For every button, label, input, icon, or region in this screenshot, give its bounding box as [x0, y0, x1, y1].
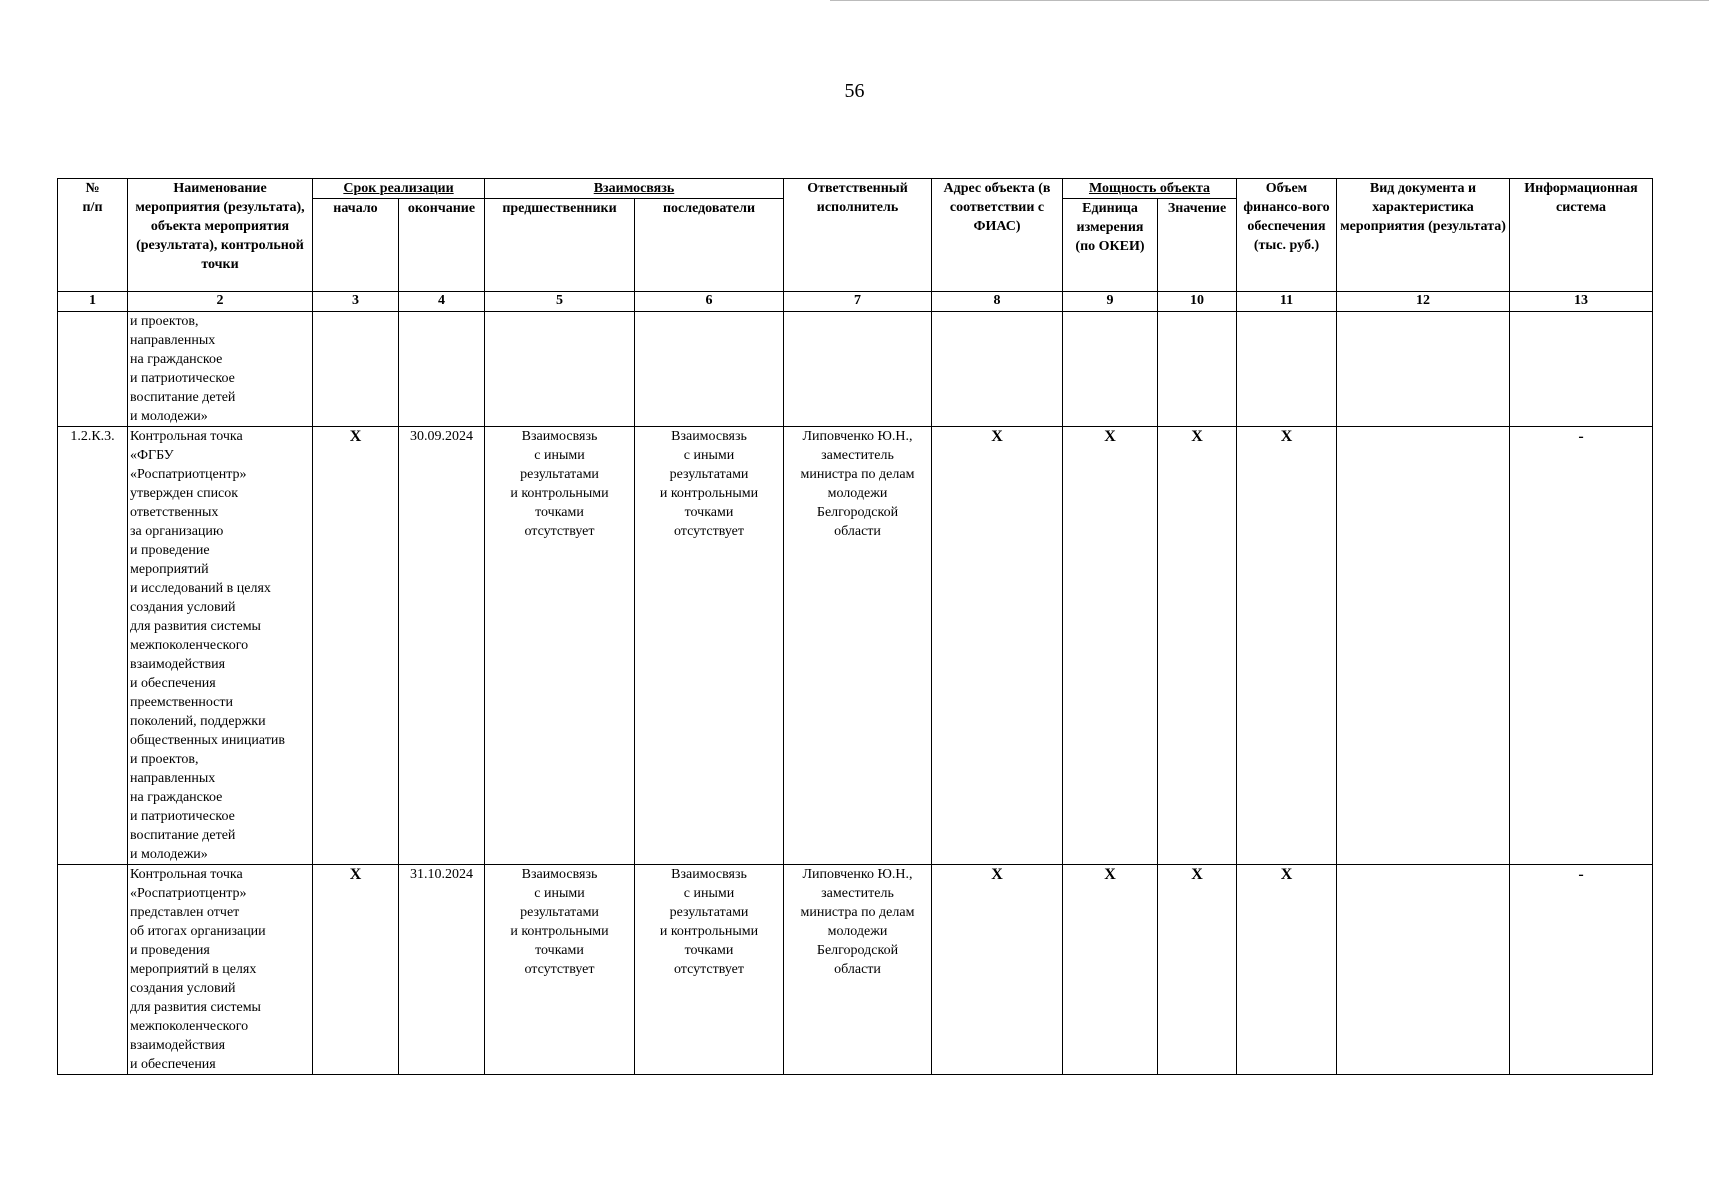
header-relation: [485, 179, 784, 199]
table-row: [58, 427, 1653, 865]
cell-start: X: [313, 865, 399, 1075]
cell-executor: Липовченко Ю.Н., заместитель министра по делам молодежи Белгородской области: [784, 865, 932, 1075]
table-header: [58, 179, 1653, 312]
header-value: Значение: [1158, 199, 1237, 292]
cell-address: X: [932, 865, 1063, 1075]
col-number: 9: [1063, 292, 1158, 312]
header-unit: Единица измерения (по ОКЕИ): [1063, 199, 1158, 292]
cell-end: [399, 312, 485, 427]
header-capacity-label: Мощность объекта: [1088, 181, 1211, 196]
cell-end: 31.10.2024: [399, 865, 485, 1075]
cell-finance: X: [1237, 865, 1337, 1075]
cell-predecessors: [485, 312, 635, 427]
header-relation-label: Взаимосвязь: [593, 181, 675, 196]
cell-value: X: [1158, 865, 1237, 1075]
header-finance: Объем финансо-вого обеспечения (тыс. руб.): [1237, 179, 1337, 292]
cell-num: 1.2.К.3.: [58, 427, 128, 865]
cell-doc: [1337, 427, 1510, 865]
cell-num: [58, 865, 128, 1075]
top-border-line: [830, 0, 1709, 1]
col-number: 13: [1510, 292, 1653, 312]
cell-address: [932, 312, 1063, 427]
cell-successors: Взаимосвязь с иными результатами и контрольными точками отсутствует: [635, 865, 784, 1075]
col-number: 7: [784, 292, 932, 312]
cell-value: X: [1158, 427, 1237, 865]
cell-system: [1510, 312, 1653, 427]
table-row: [58, 312, 1653, 427]
cell-name: Контрольная точка «ФГБУ «Роспатриотцентр» утвержден список ответственных за организацию и проведение мероприятий и исследований в целях создания условий для развития системы межпоколенческого взаимодействия и обеспечения преемственности поколений, поддержки общественных инициатив и проектов, направленных на гражданское и патриотическое воспитание детей и молодежи»: [128, 427, 313, 865]
cell-executor: [784, 312, 932, 427]
cell-executor: Липовченко Ю.Н., заместитель министра по делам молодежи Белгородской области: [784, 427, 932, 865]
col-number: 3: [313, 292, 399, 312]
cell-system: -: [1510, 865, 1653, 1075]
header-doc-type: Вид документа и характеристика мероприятия (результата): [1337, 179, 1510, 292]
header-name: Наименование мероприятия (результата), объекта мероприятия (результата), контрольной точки: [128, 179, 313, 292]
col-number: 2: [128, 292, 313, 312]
cell-start: [313, 312, 399, 427]
cell-successors: Взаимосвязь с иными результатами и контрольными точками отсутствует: [635, 427, 784, 865]
col-number: 10: [1158, 292, 1237, 312]
col-number: 6: [635, 292, 784, 312]
header-period-label: Срок реализации: [343, 181, 454, 196]
cell-name: и проектов, направленных на гражданское и патриотическое воспитание детей и молодежи»: [128, 312, 313, 427]
cell-system: -: [1510, 427, 1653, 865]
cell-unit: [1063, 312, 1158, 427]
header-period: [313, 179, 485, 199]
cell-unit: X: [1063, 427, 1158, 865]
cell-unit: X: [1063, 865, 1158, 1075]
cell-doc: [1337, 312, 1510, 427]
header-capacity: [1063, 179, 1237, 199]
header-period-start: начало: [313, 199, 399, 292]
header-info-system: Информационная система: [1510, 179, 1653, 292]
cell-finance: X: [1237, 427, 1337, 865]
col-number: 4: [399, 292, 485, 312]
col-number: 5: [485, 292, 635, 312]
cell-finance: [1237, 312, 1337, 427]
cell-predecessors: Взаимосвязь с иными результатами и контрольными точками отсутствует: [485, 427, 635, 865]
cell-value: [1158, 312, 1237, 427]
cell-address: X: [932, 427, 1063, 865]
plan-table: [57, 178, 1653, 1075]
header-address: Адрес объекта (в соответствии с ФИАС): [932, 179, 1063, 292]
page-number: 56: [844, 80, 865, 102]
cell-name: Контрольная точка «Роспатриотцентр» представлен отчет об итогах организации и проведения мероприятий в целях создания условий для развития системы межпоколенческого взаимодействия и обеспечения: [128, 865, 313, 1075]
cell-doc: [1337, 865, 1510, 1075]
col-number: 1: [58, 292, 128, 312]
col-number: 8: [932, 292, 1063, 312]
table-row: [58, 865, 1653, 1075]
header-predecessors: предшественники: [485, 199, 635, 292]
header-num: № п/п: [58, 179, 128, 292]
header-executor: Ответственный исполнитель: [784, 179, 932, 292]
col-number: 11: [1237, 292, 1337, 312]
cell-end: 30.09.2024: [399, 427, 485, 865]
cell-predecessors: Взаимосвязь с иными результатами и контрольными точками отсутствует: [485, 865, 635, 1075]
column-numbers-row: [58, 292, 1653, 312]
header-period-end: окончание: [399, 199, 485, 292]
cell-num: [58, 312, 128, 427]
cell-successors: [635, 312, 784, 427]
header-successors: последователи: [635, 199, 784, 292]
cell-start: X: [313, 427, 399, 865]
col-number: 12: [1337, 292, 1510, 312]
